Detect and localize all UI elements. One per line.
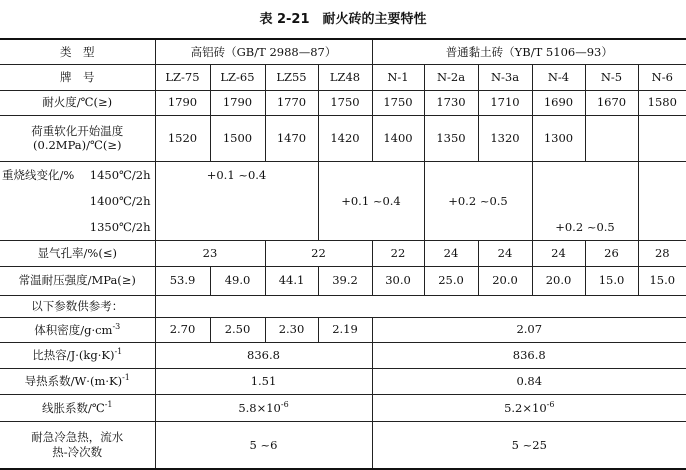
row-label <box>0 368 155 394</box>
refractory-brick-properties-table <box>0 38 686 470</box>
cell: 2.19 <box>318 317 372 342</box>
row-label: 常温耐压强度/MPa(≥) <box>0 266 155 295</box>
table-row <box>0 342 686 368</box>
cell <box>424 161 532 240</box>
grade-label: 牌 号 <box>0 64 155 90</box>
grade: N-1 <box>372 64 424 90</box>
cell <box>155 295 686 317</box>
cell: 2.30 <box>265 317 318 342</box>
cell: 5 ~6 <box>155 421 372 469</box>
table-row-reheat <box>0 161 686 240</box>
label-sup: -1 <box>114 347 123 357</box>
cell: 0.84 <box>372 368 686 394</box>
group-high-alumina: 高铝砖（GB/T 2988—87） <box>155 39 372 64</box>
table-row <box>0 421 686 469</box>
cell <box>638 115 686 161</box>
cell: 2.50 <box>210 317 265 342</box>
grade: LZ-65 <box>210 64 265 90</box>
cell: 28 <box>638 240 686 266</box>
label-sub: 1400℃/2h <box>89 193 151 208</box>
cell: 22 <box>372 240 424 266</box>
reference-note: 以下参数供参考： <box>0 295 155 317</box>
cell: 1300 <box>532 115 585 161</box>
cell: 22 <box>265 240 372 266</box>
table-row <box>0 266 686 295</box>
exponent: -6 <box>280 399 289 409</box>
cell: 1420 <box>318 115 372 161</box>
cell: 1790 <box>210 90 265 115</box>
label-text: 比热容/J·(kg·K) <box>32 348 115 363</box>
header-row-type <box>0 39 686 64</box>
cell: 1710 <box>478 90 532 115</box>
cell: 1520 <box>155 115 210 161</box>
label-sup: -1 <box>104 399 113 409</box>
row-label <box>0 161 155 240</box>
cell: 1350 <box>424 115 478 161</box>
table-row <box>0 368 686 394</box>
row-label <box>0 342 155 368</box>
label-text: 线胀系数/℃ <box>41 400 105 415</box>
cell: 1730 <box>424 90 478 115</box>
grade: N-4 <box>532 64 585 90</box>
row-label: 耐火度/℃(≥) <box>0 90 155 115</box>
grade: N-5 <box>585 64 638 90</box>
cell: 44.1 <box>265 266 318 295</box>
table-row <box>0 317 686 342</box>
label-sup: -1 <box>122 373 130 383</box>
grade: N-3a <box>478 64 532 90</box>
cell-value: 5.2×10 <box>504 400 547 415</box>
cell: 23 <box>155 240 265 266</box>
table-row <box>0 240 686 266</box>
cell: 836.8 <box>372 342 686 368</box>
row-label <box>0 421 155 469</box>
cell: 20.0 <box>532 266 585 295</box>
cell-value: 5.8×10 <box>238 400 281 415</box>
cell: 24 <box>532 240 585 266</box>
table-row <box>0 394 686 421</box>
label-text: 体积密度/g·cm <box>34 322 113 337</box>
cell: 1750 <box>372 90 424 115</box>
cell: 1500 <box>210 115 265 161</box>
label-sub: 1350℃/2h <box>89 219 151 234</box>
cell <box>318 161 424 240</box>
cell: 1400 <box>372 115 424 161</box>
cell: 1690 <box>532 90 585 115</box>
cell <box>585 115 638 161</box>
label-line: (0.2MPa)/℃(≥) <box>33 138 122 152</box>
cell-value: +0.1 ~0.4 <box>341 193 401 208</box>
grade: N-2a <box>424 64 478 90</box>
cell: 24 <box>424 240 478 266</box>
cell: 1580 <box>638 90 686 115</box>
label-sub: 1450℃/2h <box>89 167 151 182</box>
cell <box>532 161 638 240</box>
cell-value: +0.1 ~0.4 <box>206 167 267 182</box>
cell: 1750 <box>318 90 372 115</box>
table-row <box>0 90 686 115</box>
cell: 5 ~25 <box>372 421 686 469</box>
table-title: 表 2-21 耐火砖的主要特性 <box>259 12 427 27</box>
grade: LZ55 <box>265 64 318 90</box>
cell: 49.0 <box>210 266 265 295</box>
grade: N-6 <box>638 64 686 90</box>
cell: 24 <box>478 240 532 266</box>
header-row-grade <box>0 64 686 90</box>
row-label <box>0 115 155 161</box>
cell: 1.51 <box>155 368 372 394</box>
cell: 1320 <box>478 115 532 161</box>
cell-value: +0.2 ~0.5 <box>555 219 615 234</box>
cell: 53.9 <box>155 266 210 295</box>
cell: 2.70 <box>155 317 210 342</box>
row-label <box>0 317 155 342</box>
cell <box>372 394 686 421</box>
label-sup: -3 <box>112 321 121 331</box>
type-label: 类 型 <box>0 39 155 64</box>
cell: 39.2 <box>318 266 372 295</box>
grade: LZ-75 <box>155 64 210 90</box>
cell: 1470 <box>265 115 318 161</box>
cell: 2.07 <box>372 317 686 342</box>
cell <box>155 161 318 240</box>
exponent: -6 <box>546 399 555 409</box>
cell: 20.0 <box>478 266 532 295</box>
cell: 836.8 <box>155 342 372 368</box>
table-row <box>0 115 686 161</box>
cell: 1770 <box>265 90 318 115</box>
cell <box>155 394 372 421</box>
cell: 15.0 <box>585 266 638 295</box>
cell: 1670 <box>585 90 638 115</box>
cell: 15.0 <box>638 266 686 295</box>
row-label <box>0 394 155 421</box>
label-main: 重烧线变化/% <box>2 167 75 182</box>
row-label: 显气孔率/%(≤) <box>0 240 155 266</box>
cell: 1790 <box>155 90 210 115</box>
table-row-note <box>0 295 686 317</box>
cell: 30.0 <box>372 266 424 295</box>
label-line: 荷重软化开始温度 <box>31 123 124 138</box>
cell <box>638 161 686 240</box>
cell: 25.0 <box>424 266 478 295</box>
label-line: 热-冷次数 <box>52 444 103 459</box>
grade: LZ48 <box>318 64 372 90</box>
label-line: 耐急冷急热，流水 <box>31 430 124 445</box>
label-text: 导热系数/W·(m·K) <box>24 374 123 389</box>
group-clay: 普通黏土砖（YB/T 5106—93） <box>372 39 686 64</box>
cell: 26 <box>585 240 638 266</box>
cell-value: +0.2 ~0.5 <box>448 193 508 208</box>
